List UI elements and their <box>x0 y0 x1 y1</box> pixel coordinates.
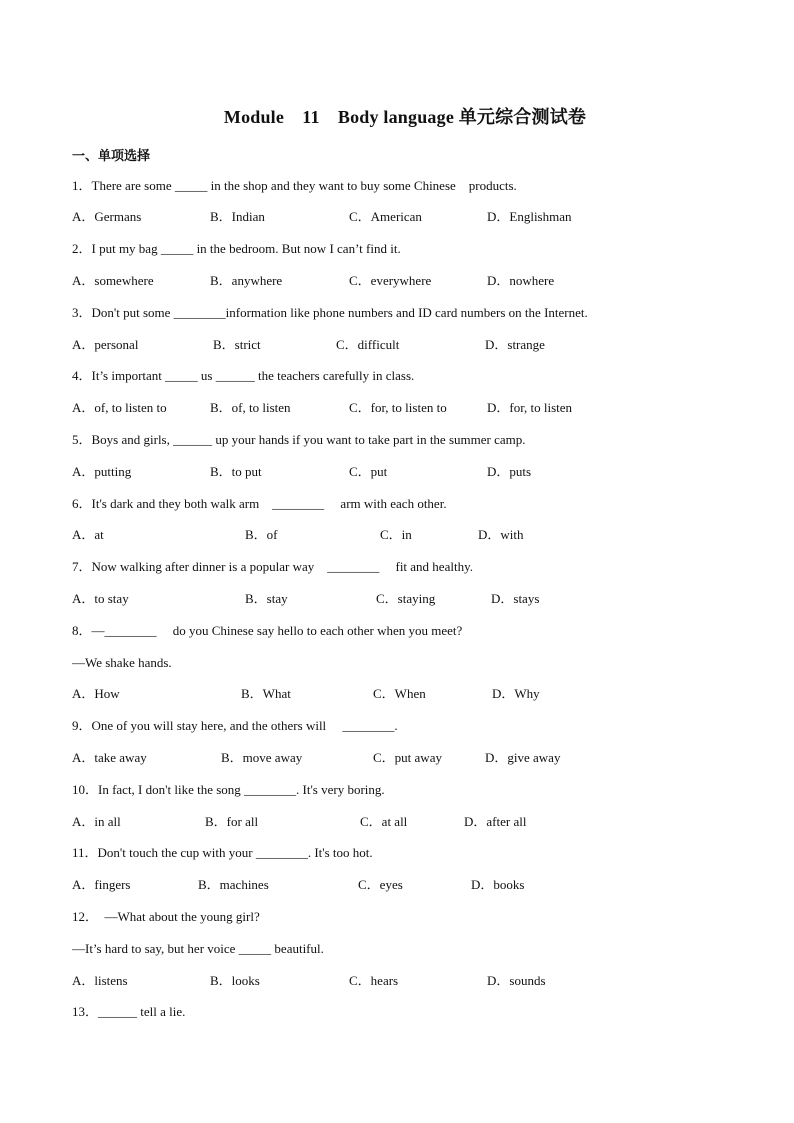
q5-option-a: A．putting <box>72 464 132 479</box>
q6-option-d: D．with <box>478 527 524 542</box>
q4-option-a: A．of, to listen to <box>72 400 167 415</box>
question-3: 3．Don't put some ________information like phone numbers and ID card numbers on the Internet. <box>72 305 588 320</box>
q7-option-a: A．to stay <box>72 591 129 606</box>
q12-option-c: C．hears <box>349 973 399 988</box>
question-12-reply: —It’s hard to say, but her voice _____ beautiful. <box>72 941 324 956</box>
question-9: 9．One of you will stay here, and the others will ________. <box>72 718 398 733</box>
q12-option-b: B．looks <box>210 973 260 988</box>
q1-option-b: B．Indian <box>210 209 265 224</box>
q3-option-c: C．difficult <box>336 337 400 352</box>
q8-option-a: A．How <box>72 686 120 701</box>
q10-option-a: A．in all <box>72 814 121 829</box>
question-13: 13．______ tell a lie. <box>72 1004 186 1019</box>
q12-option-d: D．sounds <box>487 973 546 988</box>
q8-option-c: C．When <box>373 686 426 701</box>
question-1: 1．There are some _____ in the shop and they want to buy some Chinese products. <box>72 178 517 193</box>
q11-option-d: D．books <box>471 877 525 892</box>
question-6: 6．It's dark and they both walk arm ________ arm with each other. <box>72 496 447 511</box>
q4-option-c: C．for, to listen to <box>349 400 447 415</box>
question-2: 2．I put my bag _____ in the bedroom. But now I can’t find it. <box>72 241 401 256</box>
q3-option-b: B．strict <box>213 337 261 352</box>
q8-option-d: D．Why <box>492 686 540 701</box>
q3-option-a: A．personal <box>72 337 139 352</box>
q3-option-d: D．strange <box>485 337 545 352</box>
question-10: 10．In fact, I don't like the song ________. It's very boring. <box>72 782 385 797</box>
q4-option-d: D．for, to listen <box>487 400 573 415</box>
question-5: 5．Boys and girls, ______ up your hands if you want to take part in the summer camp. <box>72 432 526 447</box>
question-8: 8．—________ do you Chinese say hello to each other when you meet? <box>72 623 463 638</box>
q7-option-b: B．stay <box>245 591 288 606</box>
q11-option-a: A．fingers <box>72 877 131 892</box>
q5-option-c: C．put <box>349 464 388 479</box>
q11-option-c: C．eyes <box>358 877 403 892</box>
q9-option-c: C．put away <box>373 750 442 765</box>
q10-option-d: D．after all <box>464 814 527 829</box>
q5-option-b: B．to put <box>210 464 262 479</box>
q9-option-a: A．take away <box>72 750 147 765</box>
q2-option-d: D．nowhere <box>487 273 555 288</box>
q4-option-b: B．of, to listen <box>210 400 291 415</box>
q10-option-b: B．for all <box>205 814 259 829</box>
q5-option-d: D．puts <box>487 464 532 479</box>
page-title: Module 11 Body language 单元综合测试卷 <box>223 107 587 127</box>
q6-option-b: B．of <box>245 527 278 542</box>
q9-option-b: B．move away <box>221 750 303 765</box>
question-11: 11．Don't touch the cup with your ________. It's too hot. <box>72 845 373 860</box>
q2-option-a: A．somewhere <box>72 273 154 288</box>
question-4: 4．It’s important _____ us ______ the teachers carefully in class. <box>72 368 415 383</box>
q1-option-d: D．Englishman <box>487 209 572 224</box>
q6-option-c: C．in <box>380 527 412 542</box>
question-12: 12． —What about the young girl? <box>72 909 260 924</box>
question-7: 7．Now walking after dinner is a popular way ________ fit and healthy. <box>72 559 473 574</box>
section-heading: 一、单项选择 <box>72 149 151 164</box>
q11-option-b: B．machines <box>198 877 269 892</box>
q1-option-c: C．American <box>349 209 422 224</box>
question-8-reply: —We shake hands. <box>72 655 172 670</box>
q9-option-d: D．give away <box>485 750 561 765</box>
q2-option-c: C．everywhere <box>349 273 432 288</box>
q1-option-a: A．Germans <box>72 209 142 224</box>
q8-option-b: B．What <box>241 686 291 701</box>
q10-option-c: C．at all <box>360 814 408 829</box>
q7-option-c: C．staying <box>376 591 436 606</box>
q12-option-a: A．listens <box>72 973 128 988</box>
q7-option-d: D．stays <box>491 591 540 606</box>
q2-option-b: B．anywhere <box>210 273 283 288</box>
q6-option-a: A．at <box>72 527 104 542</box>
